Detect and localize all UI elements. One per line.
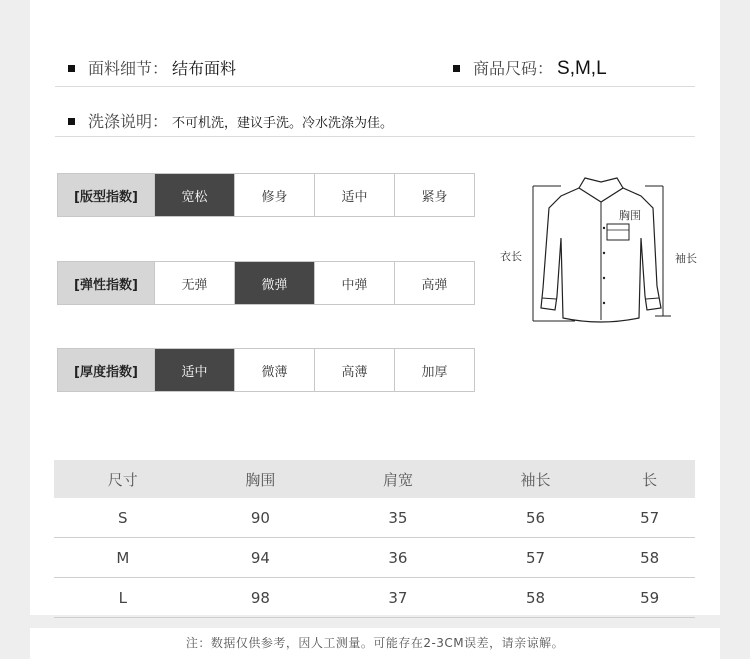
column-header: 长 (604, 460, 695, 498)
wash-label: 洗涤说明： (88, 112, 169, 131)
shirt-icon (495, 168, 705, 328)
size-table (54, 460, 695, 618)
thickness-index-bar (57, 348, 475, 392)
shirt-measurement-diagram (495, 168, 705, 328)
thickness-index-title: [厚度指数] (58, 349, 154, 391)
wash-value: 不可机洗，建议手洗。冷水洗涤为佳。 (172, 116, 394, 131)
table-row (54, 538, 695, 578)
table-cell: M (54, 538, 192, 578)
fabric-value: 结布面料 (172, 59, 237, 78)
elasticity-index-bar (57, 261, 475, 305)
fit-option: 修身 (234, 174, 314, 216)
table-row (54, 498, 695, 538)
table-cell: 36 (329, 538, 467, 578)
table-cell: 58 (604, 538, 695, 578)
table-cell: 90 (192, 498, 330, 538)
table-cell: 59 (604, 578, 695, 618)
table-cell: S (54, 498, 192, 538)
fit-option: 宽松 (154, 174, 234, 216)
fit-index-bar (57, 173, 475, 217)
size-code-row (453, 56, 607, 80)
column-header: 胸围 (192, 460, 330, 498)
thickness-option: 高薄 (314, 349, 394, 391)
bullet-icon (68, 118, 75, 125)
fit-option: 紧身 (394, 174, 474, 216)
table-cell: 35 (329, 498, 467, 538)
thickness-option: 加厚 (394, 349, 474, 391)
bullet-icon (68, 65, 75, 72)
table-cell: 57 (604, 498, 695, 538)
divider (55, 86, 695, 87)
thickness-option: 微薄 (234, 349, 314, 391)
divider (55, 136, 695, 137)
size-code-label: 商品尺码： (473, 59, 554, 78)
table-cell: 37 (329, 578, 467, 618)
table-cell: 94 (192, 538, 330, 578)
sleeve-label: 袖长 (675, 252, 697, 265)
fabric-label: 面料细节： (88, 59, 169, 78)
elasticity-option: 微弹 (234, 262, 314, 304)
elasticity-option: 中弹 (314, 262, 394, 304)
column-header: 肩宽 (329, 460, 467, 498)
fabric-detail-row (68, 56, 236, 79)
column-header: 袖长 (467, 460, 605, 498)
thickness-option: 适中 (154, 349, 234, 391)
table-row (54, 578, 695, 618)
table-cell: 57 (467, 538, 605, 578)
size-code-value: S,M,L (557, 58, 607, 79)
bullet-icon (453, 65, 460, 72)
table-cell: 58 (467, 578, 605, 618)
elasticity-index-title: [弹性指数] (58, 262, 154, 304)
table-cell: 98 (192, 578, 330, 618)
table-header-row (54, 460, 695, 498)
column-header: 尺寸 (54, 460, 192, 498)
footer-note: 注：数据仅供参考，因人工测量。可能存在2-3CM误差，请亲谅解。 (30, 628, 720, 659)
fit-index-title: [版型指数] (58, 174, 154, 216)
chest-label: 胸围 (619, 209, 641, 222)
table-cell: 56 (467, 498, 605, 538)
elasticity-option: 无弹 (154, 262, 234, 304)
fit-option: 适中 (314, 174, 394, 216)
product-info-sheet (30, 0, 720, 615)
elasticity-option: 高弹 (394, 262, 474, 304)
table-cell: L (54, 578, 192, 618)
wash-instructions-row (68, 109, 393, 132)
length-label: 衣长 (500, 250, 522, 263)
